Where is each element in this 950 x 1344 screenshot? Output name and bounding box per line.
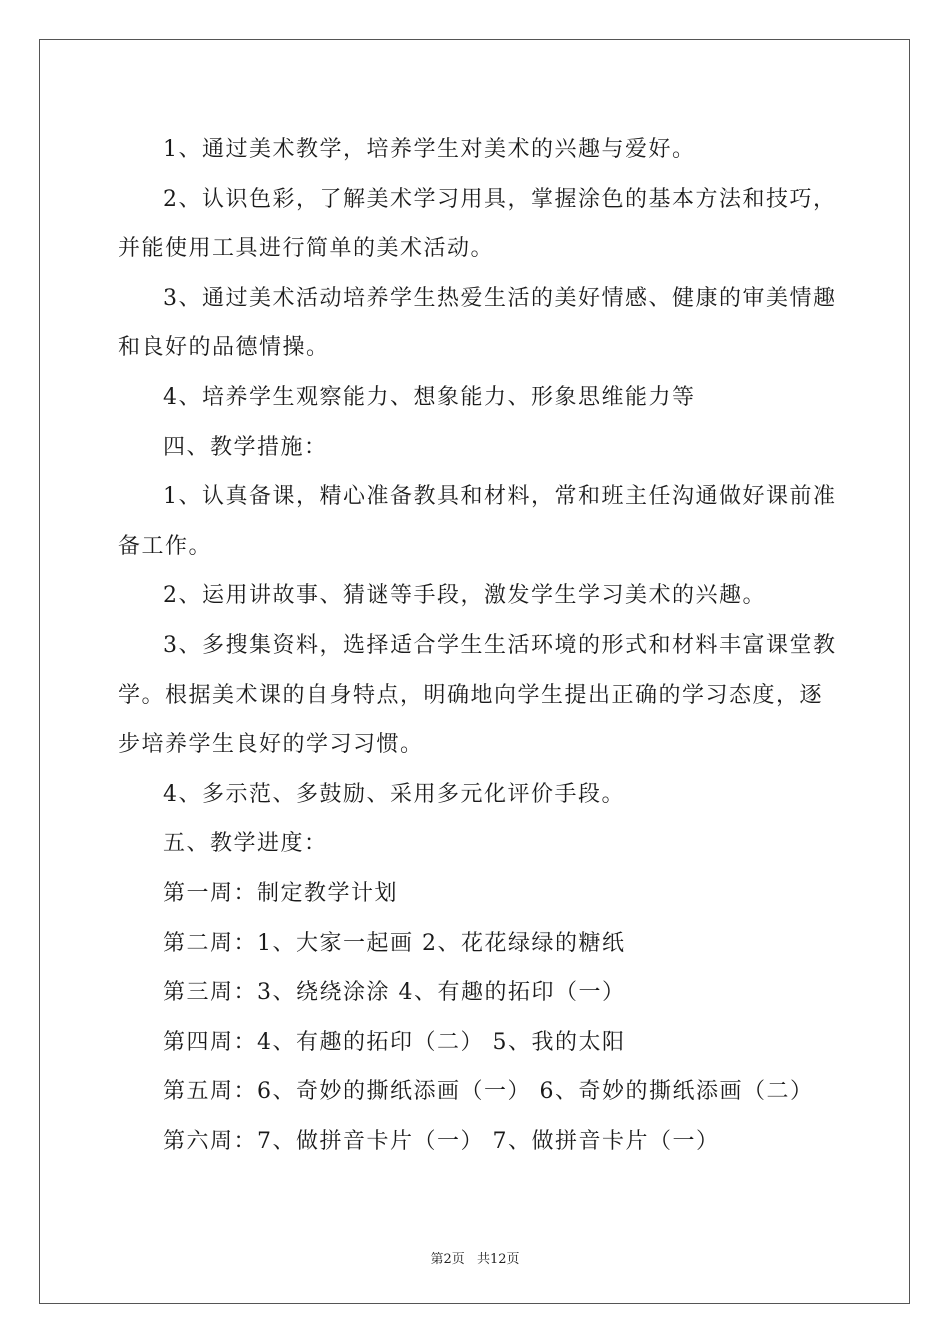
schedule-week-1: 第一周：制定教学计划 [163, 880, 399, 906]
paragraph-goal-1: 1、通过美术教学，培养学生对美术的兴趣与爱好。 [163, 137, 696, 162]
page-total: 共12页 [476, 1252, 520, 1267]
document-body [118, 125, 843, 1166]
page-footer [0, 1248, 950, 1267]
section-heading-schedule: 五、教学进度： [163, 831, 328, 857]
section-heading-measures: 四、教学措施： [163, 434, 328, 460]
paragraph-measure-4: 4、多示范、多鼓励、采用多元化评价手段。 [163, 781, 625, 807]
schedule-week-4: 第四周：4、有趣的拓印（二） 5、我的太阳 [163, 1029, 626, 1055]
paragraph-measure-3: 3、多搜集资料，选择适合学生生活环境的形式和材料丰富课堂教学。根据美术课的自身特点，明确地向学生提出正确的学习态度，逐步培养学生良好的学习习惯。 [118, 632, 837, 758]
paragraph-goal-4: 4、培养学生观察能力、想象能力、形象思维能力等 [163, 384, 696, 410]
schedule-week-2: 第二周：1、大家一起画 2、花花绿绿的糖纸 [163, 930, 626, 956]
paragraph-goal-2: 2、认识色彩，了解美术学习用具，掌握涂色的基本方法和技巧，并能使用工具进行简单的美术活动。 [118, 186, 837, 262]
page-number: 第2页 [430, 1252, 465, 1267]
paragraph-measure-1: 1、认真备课，精心准备教具和材料，常和班主任沟通做好课前准备工作。 [118, 484, 837, 559]
schedule-week-3: 第三周：3、绕绕涂涂 4、有趣的拓印（一） [163, 980, 626, 1006]
paragraph-goal-3: 3、通过美术活动培养学生热爱生活的美好情感、健康的审美情趣和良好的品德情操。 [118, 285, 837, 361]
schedule-week-5: 第五周：6、奇妙的撕纸添画（一） 6、奇妙的撕纸添画（二） [163, 1079, 814, 1105]
schedule-week-6: 第六周：7、做拼音卡片（一） 7、做拼音卡片（一） [163, 1128, 720, 1154]
paragraph-measure-2: 2、运用讲故事、猜谜等手段，激发学生学习美术的兴趣。 [163, 583, 766, 609]
